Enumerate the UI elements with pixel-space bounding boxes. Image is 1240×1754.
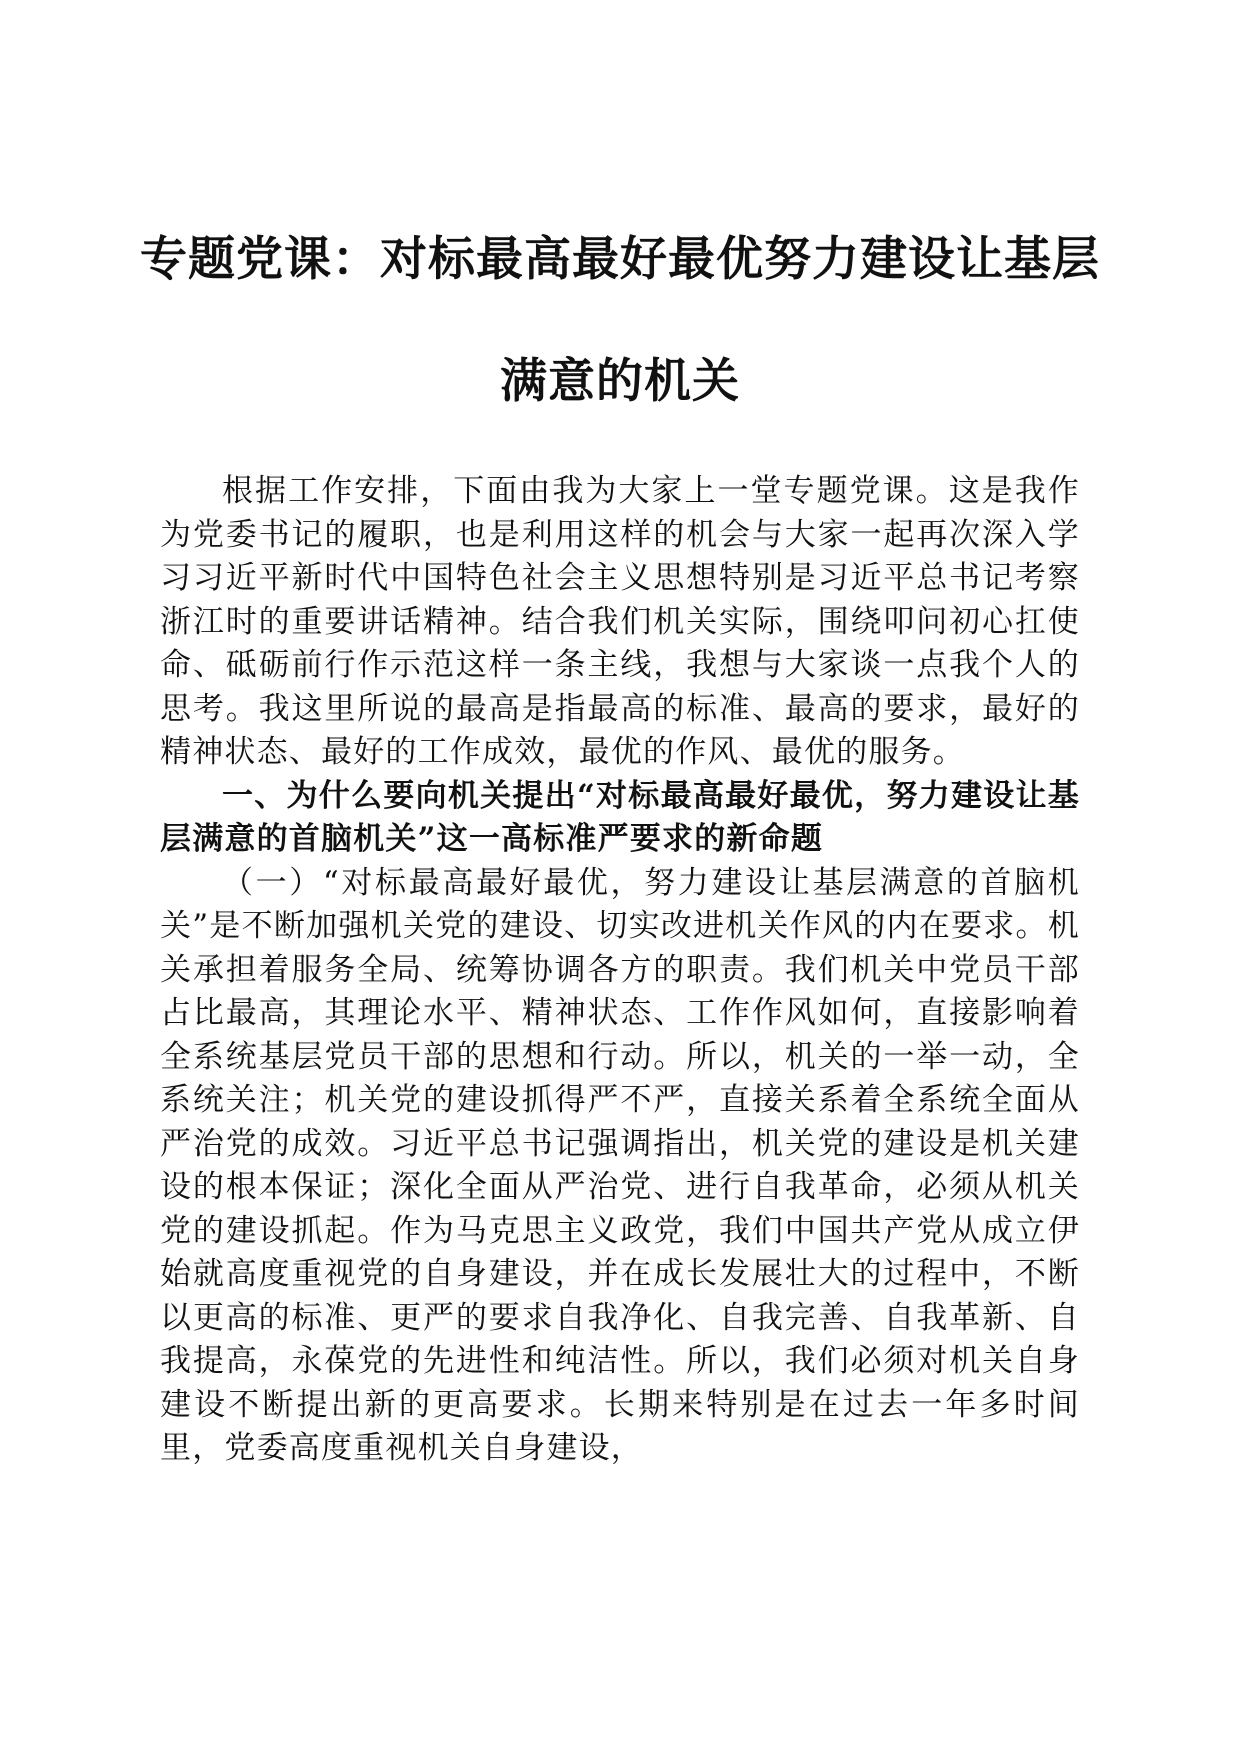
document-title-line-2: 满意的机关 (500, 354, 740, 409)
document-title-line-1: 专题党课：对标最高最好最优努力建设让基层 (140, 232, 1100, 287)
section-1-subsection-1-paragraph: （一）“对标最高最好最优，努力建设让基层满意的首脑机关”是不断加强机关党的建设、切实改进机关作风的内在要求。机关承担着服务全局、统筹协调各方的职责。我们机关中党员干部占比最高，其理论水平、精神状态、工作作风如何，直接影响着全系统基层党员干部的思想和行动。所以，机关的一举一动，全系统关注；机关党的建设抓得严不严，直接关系着全系统全面从严治党的成效。习近平总书记强调指出，机关党的建设是机关建设的根本保证；深化全面从严治党、进行自我革命，必须从机关党的建设抓起。作为马克思主义政党，我们中国共产党从成立伊始就高度重视党的自身建设，并在成长发展壮大的过程中，不断以更高的标准、更严的要求自我净化、自我完善、自我革新、自我提高，永葆党的先进性和纯洁性。所以，我们必须对机关自身建设不断提出新的更高要求。长期来特别是在过去一年多时间里，党委高度重视机关自身建设， (160, 864, 1080, 1466)
section-1-heading: 一、为什么要向机关提出“对标最高最好最优，努力建设让基层满意的首脑机关”这一高标准严要求的新命题 (160, 777, 1080, 857)
document-body (160, 470, 1080, 1471)
intro-paragraph: 根据工作安排，下面由我为大家上一堂专题党课。这是我作为党委书记的履职，也是利用这样的机会与大家一起再次深入学习习近平新时代中国特色社会主义思想特别是习近平总书记考察浙江时的重要讲话精神。结合我们机关实际，围绕叩问初心扛使命、砥砺前行作示范这样一条主线，我想与大家谈一点我个人的思考。我这里所说的最高是指最高的标准、最高的要求，最好的精神状态、最好的工作成效，最优的作风、最优的服务。 (160, 473, 1080, 770)
